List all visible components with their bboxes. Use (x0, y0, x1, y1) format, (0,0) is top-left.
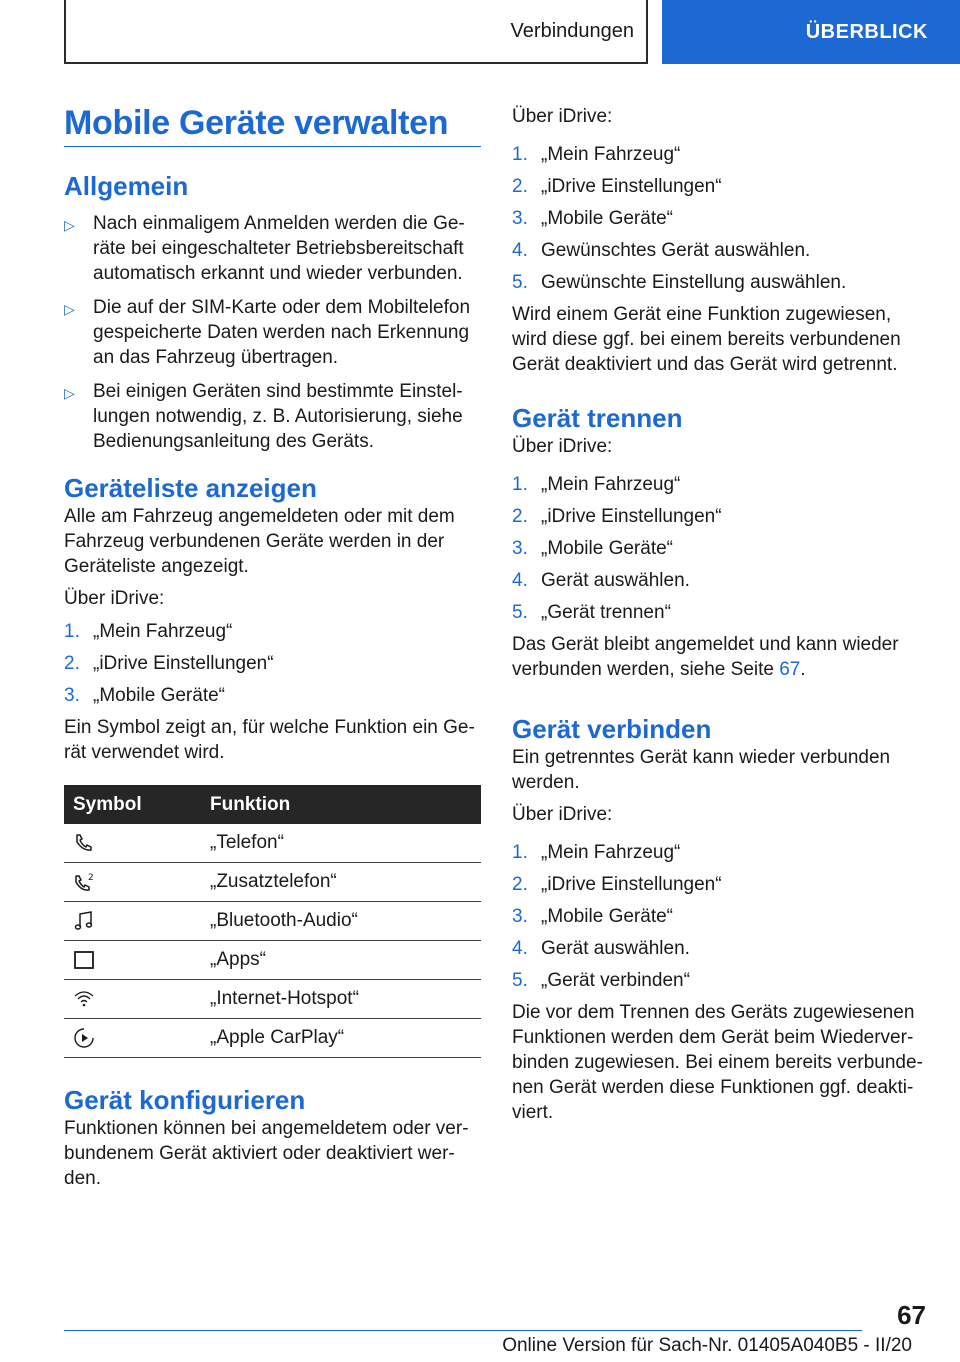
heading-allgemein: Allgemein (64, 171, 189, 201)
table-row (64, 902, 481, 941)
header-section-label: Verbindungen (510, 19, 634, 42)
paragraph: Die vor dem Trennen des Geräts zugewiesenen Funktionen werden dem Gerät beim Wiederver-binden zugewiesen. Bei einem bereits verbunde-nen Gerät werden diese Funktionen ggf. deakti-viert. (512, 1002, 923, 1123)
section-trennen (512, 402, 926, 682)
step-text: Gewünschte Einstellung auswählen. (541, 272, 847, 293)
bullet-item (64, 211, 481, 286)
header-chapter-tab (662, 0, 960, 64)
paragraph: Alle am Fahrzeug angemeldeten oder mit dem Fahrzeug verbundenen Geräte werden in der Geräteliste angezeigt. (64, 506, 455, 577)
list-item: 2. „iDrive Einstellungen“ (512, 176, 722, 197)
bullet-item (64, 379, 481, 454)
step-text: „Mobile Geräte“ (541, 208, 673, 229)
list-item: 5. Gewünschte Einstellung auswählen. (512, 272, 847, 293)
triangle-bullet-icon: ▷ (64, 217, 75, 233)
step-text: „iDrive Einstellungen“ (541, 506, 722, 527)
list-item: 3. „Mobile Geräte“ (512, 906, 673, 927)
list-item: 4. Gerät auswählen. (512, 570, 690, 591)
step-text: „Mein Fahrzeug“ (541, 474, 681, 495)
table-row (64, 863, 481, 902)
step-text: „Mein Fahrzeug“ (541, 842, 681, 863)
list-item: 1. „Mein Fahrzeug“ (512, 144, 681, 165)
bullet-text: Die auf der SIM-Karte oder dem Mobiltelefon gespeicherte Daten werden nach Erkennung an das Fahrzeug übertragen. (93, 297, 471, 368)
bullet-text: Nach einmaligem Anmelden werden die Ge-räte bei eingeschalteter Betriebsbereitschaft automatisch erkannt und wieder verbunden. (93, 213, 465, 284)
step-text: „iDrive Einstellungen“ (541, 874, 722, 895)
function-label: „Bluetooth-Audio“ (210, 902, 481, 941)
list-item: 3. „Mobile Geräte“ (64, 685, 225, 706)
step-text: „Mein Fahrzeug“ (541, 144, 681, 165)
function-label: „Apple CarPlay“ (210, 1019, 481, 1058)
paragraph: Über iDrive: (64, 588, 165, 609)
list-item: 4. Gewünschtes Gerät auswählen. (512, 240, 811, 261)
list-item: 4. Gerät auswählen. (512, 938, 690, 959)
list-item: 2. „iDrive Einstellungen“ (64, 653, 274, 674)
header-section-tab (64, 0, 648, 64)
list-item: 1. „Mein Fahrzeug“ (64, 621, 233, 642)
column-header-function: Funktion (210, 785, 481, 824)
triangle-bullet-icon: ▷ (64, 301, 75, 317)
paragraph: Ein Symbol zeigt an, für welche Funktion ein Ge-rät verwendet wird. (64, 717, 475, 763)
header-chapter-label: ÜBERBLICK (805, 20, 928, 43)
paragraph: Das Gerät bleibt angemeldet und kann wieder verbunden werden, siehe Seite 67. (512, 634, 899, 680)
paragraph: Ein getrenntes Gerät kann wieder verbunden werden. (512, 747, 891, 793)
section-konfigurieren (64, 1084, 481, 1191)
function-label: „Telefon“ (210, 824, 481, 863)
bullet-item (64, 295, 481, 370)
svg-text:2: 2 (88, 873, 94, 883)
step-text: „iDrive Einstellungen“ (541, 176, 722, 197)
table-row (64, 1019, 481, 1058)
paragraph: Über iDrive: (512, 804, 613, 825)
page-title: Mobile Geräte verwalten (64, 104, 449, 142)
section-verbinden (512, 713, 926, 1125)
table-row (64, 824, 481, 863)
step-text: „iDrive Einstellungen“ (93, 653, 274, 674)
table-row (64, 941, 481, 980)
page-link[interactable]: 67 (779, 659, 801, 680)
footer-rule (64, 1330, 862, 1331)
phone-2-icon (73, 871, 95, 893)
section-konfigurieren-steps (512, 104, 926, 377)
heading-geraeteliste: Geräteliste anzeigen (64, 473, 317, 503)
function-label: „Zusatztelefon“ (210, 863, 481, 902)
title-rule (64, 146, 481, 147)
symbol-table-wrap (64, 785, 481, 1058)
step-text: Gerät auswählen. (541, 938, 690, 959)
list-item: 1. „Mein Fahrzeug“ (512, 842, 681, 863)
list-item: 2. „iDrive Einstellungen“ (512, 506, 722, 527)
phone-icon (73, 832, 95, 854)
step-text: „Mobile Geräte“ (541, 538, 673, 559)
step-text: Gerät auswählen. (541, 570, 690, 591)
column-header-symbol: Symbol (64, 785, 210, 824)
wifi-icon (73, 988, 95, 1010)
step-text: „Mobile Geräte“ (541, 906, 673, 927)
list-item: 2. „iDrive Einstellungen“ (512, 874, 722, 895)
heading-trennen: Gerät trennen (512, 403, 683, 433)
section-allgemein (64, 170, 481, 463)
step-text: „Mobile Geräte“ (93, 685, 225, 706)
table-row (64, 980, 481, 1019)
bullet-text: Bei einigen Geräten sind bestimmte Einstel-lungen notwendig, z. B. Autorisierung, siehe Bedienungsanleitung des Geräts. (93, 381, 463, 452)
square-icon (73, 949, 95, 971)
paragraph: Funktionen können bei angemeldetem oder ver-bundenem Gerät aktiviert oder deaktiviert wer-den. (64, 1118, 469, 1189)
carplay-icon (73, 1027, 95, 1049)
step-text: „Mein Fahrzeug“ (93, 621, 233, 642)
function-label: „Internet-Hotspot“ (210, 980, 481, 1019)
list-item: 1. „Mein Fahrzeug“ (512, 474, 681, 495)
function-label: „Apps“ (210, 941, 481, 980)
footer-text: Online Version für Sach-Nr. 01405A040B5 - II/20 (502, 1335, 912, 1356)
paragraph: Über iDrive: (512, 436, 613, 457)
heading-konfigurieren: Gerät konfigurieren (64, 1085, 306, 1115)
symbol-table (64, 785, 481, 1058)
step-text: Gewünschtes Gerät auswählen. (541, 240, 811, 261)
list-item: 5. „Gerät trennen“ (512, 602, 671, 623)
paragraph: Über iDrive: (512, 106, 613, 127)
list-item: 3. „Mobile Geräte“ (512, 538, 673, 559)
step-text: „Gerät trennen“ (541, 602, 671, 623)
list-item: 3. „Mobile Geräte“ (512, 208, 673, 229)
paragraph: Wird einem Gerät eine Funktion zugewiesen, wird diese ggf. bei einem bereits verbundenen Gerät deaktiviert und das Gerät wird getrennt. (512, 304, 901, 375)
triangle-bullet-icon: ▷ (64, 385, 75, 401)
step-text: „Gerät verbinden“ (541, 970, 690, 991)
page-number: 67 (897, 1300, 926, 1330)
list-item: 5. „Gerät verbinden“ (512, 970, 690, 991)
table-header-row (64, 785, 481, 824)
section-geraeteliste (64, 472, 481, 765)
music-note-icon (73, 910, 95, 932)
heading-verbinden: Gerät verbinden (512, 714, 712, 744)
